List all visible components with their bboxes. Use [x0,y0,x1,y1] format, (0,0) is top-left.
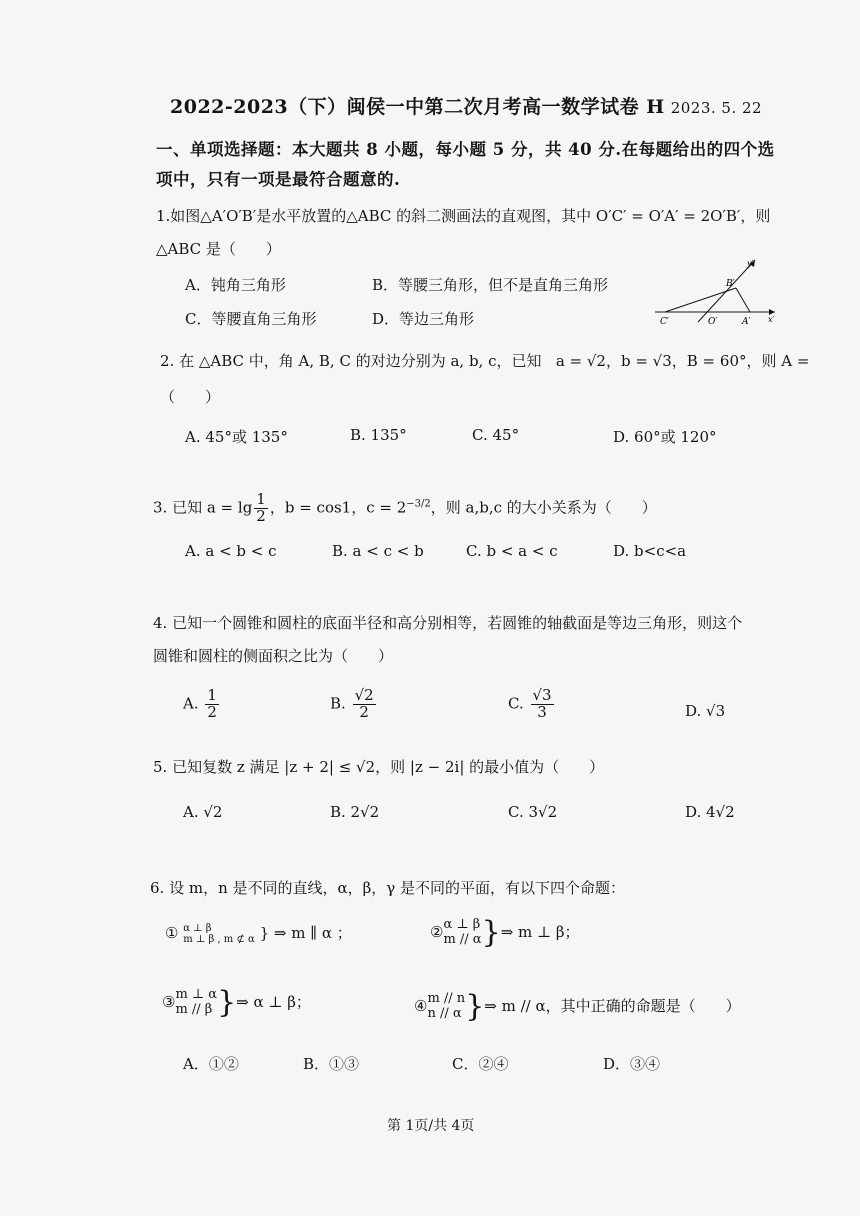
question-2-paren: （ ） [160,388,221,406]
q4-b-den: 2 [359,702,369,721]
q6-proposition-2 [430,915,580,950]
question-6-text: 6. 设 m，n 是不同的直线，α，β，γ 是不同的平面，有以下四个命题： [150,879,626,897]
q3-option-c: C. b < a < c [466,542,558,560]
q5-option-d: D. 4√2 [685,803,735,821]
p2-cond-bot: m // α [443,932,482,947]
p2-result: ⇒ m ⊥ β； [500,923,580,941]
q4-b-frac [353,688,376,721]
exam-date: 2023. 5. 22 [670,99,763,117]
q2-option-b: B. 135° [350,426,407,444]
q3-post: ，则 a,b,c 的大小关系为（ ） [430,498,657,517]
q3-fraction [254,492,268,525]
q3-option-d: D. b<c<a [613,542,687,560]
q4-option-d: D. √3 [685,702,726,720]
q4-option-c [508,688,556,721]
p4-result: ⇒ m // α，其中正确的命题是（ ） [484,997,741,1015]
p2-conditions [443,918,481,948]
q4-c-label: C. [508,694,524,713]
title-text: 2022-2023（下）闽侯一中第二次月考高一数学试卷 H [170,96,665,118]
q3-exponent: −3/2 [406,498,431,510]
question-2-text [160,350,809,371]
q5-option-b: B. 2√2 [330,803,380,821]
segment-cb [665,288,736,312]
q3-mid: ，b = cos1，c = 2 [269,498,407,517]
label-o: O′ [708,317,718,327]
section-heading-2: 项中，只有一项是最符合题意的. [156,170,401,189]
q1-option-d: D．等边三角形 [372,310,475,328]
page-footer: 第 1页/共 4页 [387,1118,475,1134]
p3-cond-bot: m // β [175,1002,213,1017]
p1-number: ① [165,924,179,942]
question-5-text: 5. 已知复数 z 满足 |z + 2| ≤ √2，则 |z − 2i| 的最小值为（ ） [153,758,605,776]
label-a: A′ [742,317,751,327]
question-4-text-cont: 圆锥和圆柱的侧面积之比为（ ） [153,647,394,665]
q3-option-a: A. a < b < c [185,542,277,560]
q4-c-frac [531,688,554,721]
question-1-text-cont: △ABC 是（ ） [156,240,281,258]
section-heading-1: 一、单项选择题：本大题共 8 小题，每小题 5 分，共 40 分.在每题给出的四个选 [156,140,775,159]
q3-frac-num: 1 [256,490,266,508]
label-y: y′ [747,259,754,268]
p3-number: ③ [162,993,176,1011]
p2-number: ② [430,923,444,941]
q5-option-c: C. 3√2 [508,803,558,821]
p1-result: } ⇒ m ∥ α ； [259,924,352,942]
segment-ba [736,288,750,312]
p1-conditions [183,923,255,946]
question-1-text: 1.如图△A′O′B′是水平放置的△ABC 的斜二测画法的直观图，其中 O′C′ = O′A′ = 2O′B′，则 [156,207,771,225]
q6-proposition-1 [165,922,352,946]
question-3-text [153,492,657,525]
q4-a-frac [205,688,219,721]
p2-brace: } [481,915,501,950]
q1-option-a: A．钝角三角形 [185,276,286,294]
label-b: B′ [726,279,735,289]
p3-cond-top: m ⊥ α [175,987,218,1003]
p4-conditions [427,992,465,1022]
q6-proposition-3 [162,985,311,1020]
p3-result: ⇒ α ⊥ β； [236,993,311,1011]
q5-option-a: A. √2 [183,803,223,821]
q2-text-b: a = √2，b = √3，B = 60°，则 A = [555,352,810,370]
p3-conditions [175,988,217,1018]
p4-cond-bot: n // α [427,1006,462,1021]
question-4-text: 4. 已知一个圆锥和圆柱的底面半径和高分别相等，若圆锥的轴截面是等边三角形，则这个 [153,614,743,632]
q4-c-den: 3 [537,702,547,721]
page-title [170,92,762,119]
q6-proposition-4 [414,989,741,1024]
label-x: x′ [768,315,775,324]
q4-a-num: 1 [207,686,217,704]
p3-brace: } [217,985,237,1020]
q6-option-b: B．①③ [303,1055,360,1073]
q1-option-b: B．等腰三角形，但不是直角三角形 [372,276,609,294]
q6-option-c: C．②④ [452,1055,509,1073]
p1-cond-bot: m ⊥ β , m ⊄ α [183,934,255,945]
q1-figure [650,256,780,328]
q3-frac-den: 2 [256,506,266,525]
q3-pre: 3. 已知 a = lg [153,498,253,517]
p1-cond-top: α ⊥ β [183,922,212,934]
q2-option-c: C. 45° [472,426,520,444]
q6-option-a: A．①② [183,1055,239,1073]
label-c: C′ [660,317,669,327]
q6-option-d: D．③④ [603,1055,661,1073]
q4-b-label: B. [330,694,346,713]
q2-option-d: D. 60°或 120° [613,428,717,446]
q4-b-num: √2 [354,686,374,704]
q4-option-b [330,688,378,721]
q4-c-num: √3 [532,686,552,704]
q3-option-b: B. a < c < b [332,542,424,560]
p2-cond-top: α ⊥ β [443,917,481,933]
q4-a-label: A. [183,694,199,713]
p4-brace: } [465,989,485,1024]
p4-cond-top: m // n [427,991,466,1007]
p4-number: ④ [414,997,428,1015]
q2-text-a: 2. 在 △ABC 中，角 A, B, C 的对边分别为 a, b, c，已知 [160,352,542,370]
q4-a-den: 2 [207,702,217,721]
q4-option-a [183,688,221,721]
q2-option-a: A. 45°或 135° [185,428,288,446]
q1-option-c: C．等腰直角三角形 [185,310,317,328]
